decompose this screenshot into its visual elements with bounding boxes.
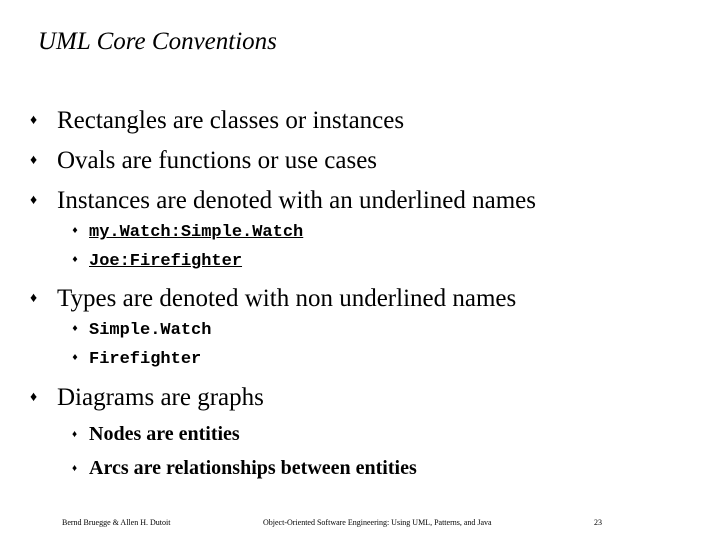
diamond-subbullet-icon: ♦	[72, 463, 78, 474]
bullet-rectangles	[30, 108, 404, 133]
bullet-text: Rectangles are classes or instances	[57, 107, 405, 134]
subitem-text: Nodes are entities	[89, 423, 240, 445]
subitem-text: Simple.Watch	[89, 321, 212, 340]
slide-title: UML Core Conventions	[38, 28, 277, 55]
bullet-types	[30, 286, 516, 311]
diamond-bullet-icon: ♦	[30, 153, 38, 168]
footer-authors: Bernd Bruegge & Allen H. Dutoit	[62, 518, 171, 527]
diamond-bullet-icon: ♦	[30, 193, 38, 208]
bullet-instances	[30, 188, 536, 213]
subitem-type-firefighter	[72, 351, 201, 368]
diamond-bullet-icon: ♦	[30, 291, 38, 306]
diamond-subbullet-icon: ♦	[72, 226, 79, 237]
subitem-instance-joe	[72, 253, 242, 270]
diamond-subbullet-icon: ♦	[72, 429, 78, 440]
diamond-bullet-icon: ♦	[30, 113, 38, 128]
diamond-bullet-icon: ♦	[30, 390, 38, 405]
bullet-text: Diagrams are graphs	[57, 384, 264, 411]
bullet-text: Instances are denoted with an underlined names	[57, 187, 536, 214]
subitem-text: Arcs are relationships between entities	[89, 457, 417, 479]
bullet-text: Ovals are functions or use cases	[57, 147, 378, 174]
subitem-type-watch	[72, 322, 211, 339]
subitem-nodes	[72, 424, 240, 444]
subitem-arcs	[72, 458, 417, 478]
diamond-subbullet-icon: ♦	[72, 324, 79, 335]
subitem-instance-watch	[72, 224, 303, 241]
diamond-subbullet-icon: ♦	[72, 353, 79, 364]
subitem-text: Joe:Firefighter	[89, 252, 243, 271]
footer-page-number: 23	[594, 518, 602, 527]
bullet-text: Types are denoted with non underlined names	[57, 285, 517, 312]
bullet-diagrams	[30, 385, 264, 410]
footer-book-title: Object-Oriented Software Engineering: Using UML, Patterns, and Java	[263, 518, 492, 527]
bullet-ovals	[30, 148, 377, 173]
subitem-text: my.Watch:Simple.Watch	[89, 223, 304, 242]
subitem-text: Firefighter	[89, 350, 202, 369]
diamond-subbullet-icon: ♦	[72, 255, 79, 266]
